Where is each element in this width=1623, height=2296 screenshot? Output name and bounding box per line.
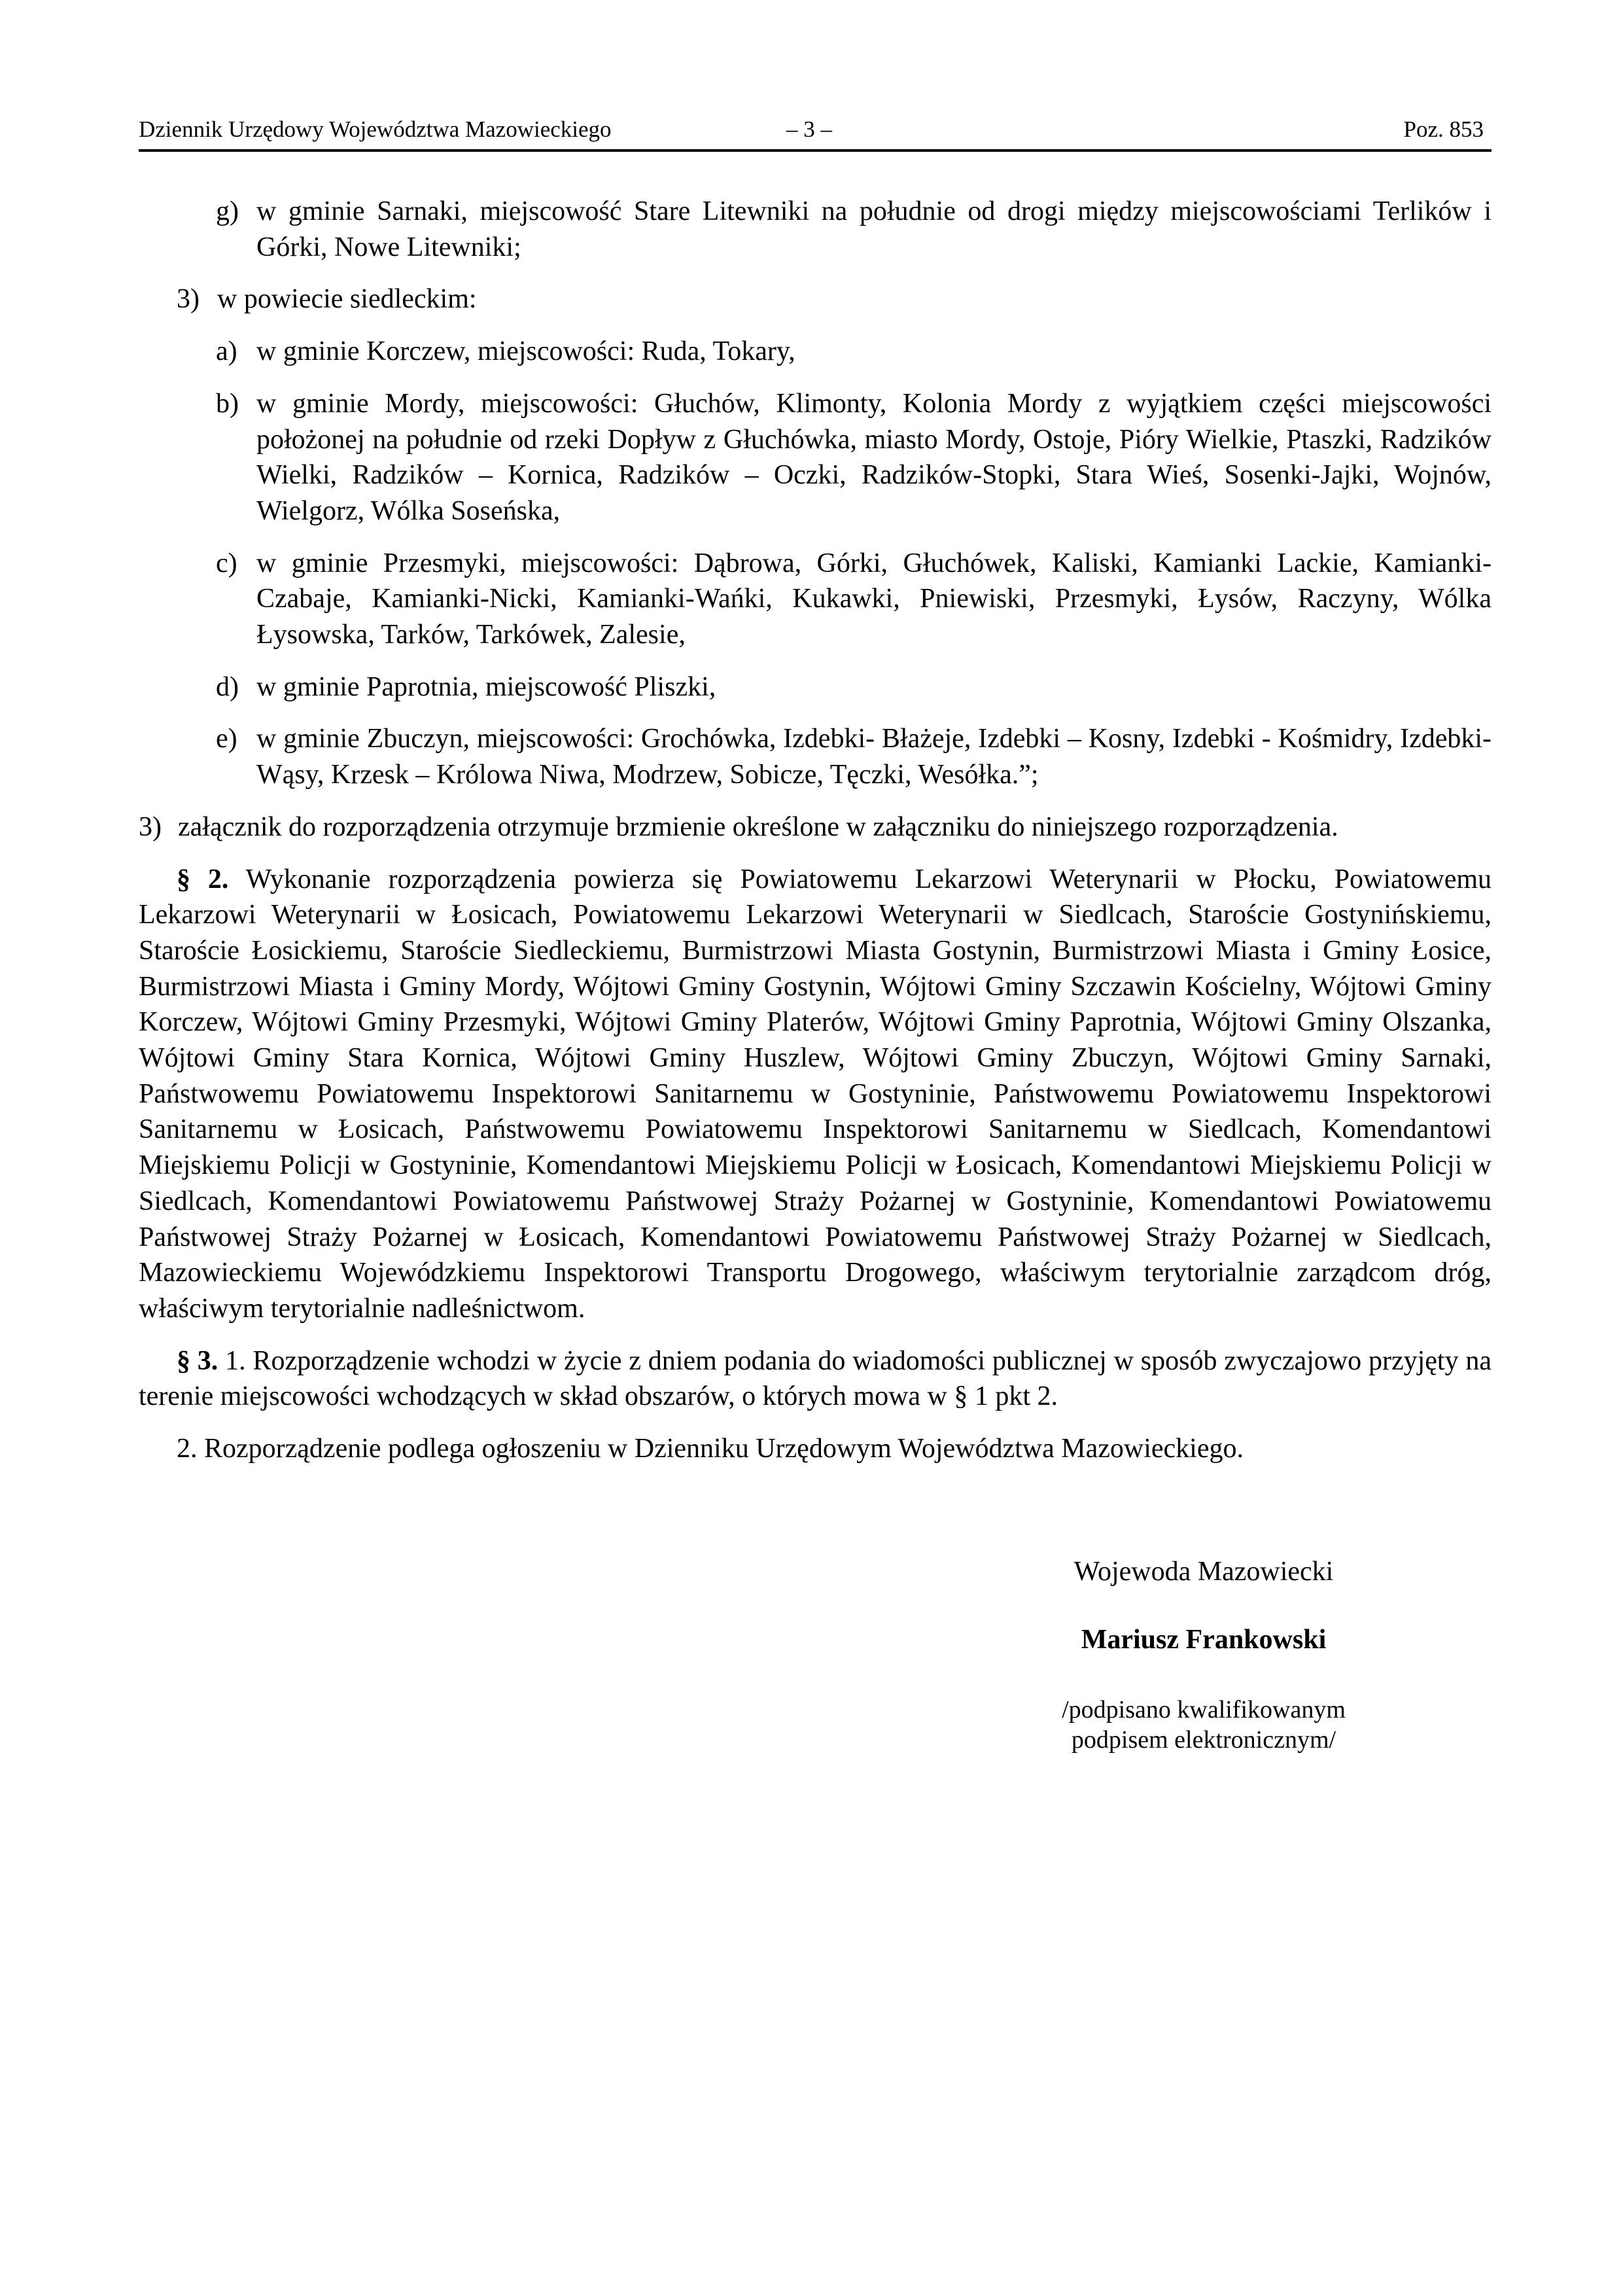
list-marker: e) [216,724,237,754]
list-item-c [139,546,1492,653]
section-marker: § 3. [177,1345,218,1376]
list-text: załącznik do rozporządzenia otrzymuje brzmienie określone w załączniku do niniejszego rozporządzenia. [178,811,1338,842]
list-text: w powiecie siedleckim: [217,284,477,315]
list-text: w gminie Paprotnia, miejscowość Pliszki, [256,671,716,702]
signature-note-line-2: podpisem elektronicznym/ [1071,1726,1336,1754]
section-text: Wykonanie rozporządzenia powierza się Powiatowemu Lekarzowi Weterynarii w Płocku, Powiatowemu Lekarzowi Weterynarii w Łosicach, Powiatowemu Lekarzowi Weterynarii w Siedlcach, Staroście Gostynińskiemu, Staroście Łosickiemu, Staroście Siedleckiemu, Burmistrzowi Miasta Gostynin, Burmistrzowi Miasta i Gminy Łosice, Burmistrzowi Miasta i Gminy Mordy, Wójtowi Gminy Gostynin, Wójtowi Gminy Szczawin Kościelny, Wójtowi Gminy Korczew, Wójtowi Gminy Przesmyki, Wójtowi Gminy Platerów, Wójtowi Gminy Paprotnia, Wójtowi Gminy Olszanka, Wójtowi Gminy Stara Kornica, Wójtowi Gminy Huszlew, Wójtowi Gminy Zbuczyn, Wójtowi Gminy Sarnaki, Państwowemu Powiatowemu Inspektorowi Sanitarnemu w Gostyninie, Państwowemu Powiatowemu Inspektorowi Sanitarnemu w Łosicach, Państwowemu Powiatowemu Inspektorowi Sanitarnemu w Siedlcach, Komendantowi Miejskiemu Policji w Gostyninie, Komendantowi Miejskiemu Policji w Łosicach, Komendantowi Miejskiemu Policji w Siedlcach, Komendantowi Powiatowemu Państwowej Straży Pożarnej w Gostyninie, Komendantowi Powiatowemu Państwowej Straży Pożarnej w Łosicach, Komendantowi Powiatowemu Państwowej Straży Pożarnej w Siedlcach, Mazowieckiemu Wojewódzkiemu Inspektorowi Transportu Drogowego, właściwym terytorialnie zarządcom dróg, właściwym terytorialnie nadleśnictwom. [139,864,1492,1324]
page-number: – 3 – [786,116,832,142]
signature-note-line-1: /podpisano kwalifikowanym [1062,1696,1346,1723]
section-2 [139,862,1492,1327]
list-text: w gminie Sarnaki, miejscowość Stare Litewniki na południe od drogi między miejscowościami Terlików i Górki, Nowe Litewniki; [256,196,1492,262]
list-item-e [139,721,1492,792]
list-text: w gminie Mordy, miejscowości: Głuchów, Klimonty, Kolonia Mordy z wyjątkiem części miejscowości położonej na południe od rzeki Dopływ z Głuchówka, miasto Mordy, Ostoje, Pióry Wielkie, Ptaszki, Radzików Wielki, Radzików – Kornica, Radzików – Oczki, Radzików-Stopki, Stara Wieś, Sosenki-Jajki, Wojnów, Wielgorz, Wólka Soseńska, [256,388,1492,526]
list-marker: c) [216,548,237,578]
document-body [139,194,1492,1483]
list-marker: b) [216,388,239,419]
list-item-b [139,386,1492,529]
list-item-3 [139,281,1492,317]
list-item-g [139,194,1492,265]
list-marker: g) [216,196,239,226]
list-item-a [139,334,1492,370]
list-marker: 3) [139,811,162,842]
list-marker: a) [216,336,237,367]
section-marker: § 2. [177,864,229,894]
position-number: Poz. 853 [1403,116,1484,142]
signatory-name: Mariusz Frankowski [1081,1625,1327,1655]
section-3 [139,1343,1492,1415]
section-3-point-2: 2. Rozporządzenie podlega ogłoszeniu w Dzienniku Urzędowym Województwa Mazowieckiego. [177,1434,1244,1464]
list-item-final [139,809,1492,845]
list-text: w gminie Zbuczyn, miejscowości: Grochówka, Izdebki- Błażeje, Izdebki – Kosny, Izdebki - Kośmidry, Izdebki-Wąsy, Krzesk – Królowa Niwa, Modrzew, Sobicze, Tęczki, Wesółka.”; [256,724,1492,790]
header-rule [139,149,1492,152]
journal-title: Dziennik Urzędowy Województwa Mazowieckiego [139,116,612,142]
section-text: 1. Rozporządzenie wchodzi w życie z dniem podania do wiadomości publicznej w sposób zwyczajowo przyjęty na terenie miejscowości wchodzących w skład obszarów, o których mowa w § 1 pkt 2. [139,1345,1492,1412]
signature-note [1021,1695,1387,1755]
list-text: w gminie Korczew, miejscowości: Ruda, Tokary, [256,336,795,367]
page-header [139,110,1489,149]
list-text: w gminie Przesmyki, miejscowości: Dąbrowa, Górki, Głuchówek, Kaliski, Kamianki Lackie, Kamianki-Czabaje, Kamianki-Nicki, Kamianki-Wańki, Kukawki, Pniewiski, Przesmyki, Łysów, Raczyny, Wólka Łysowska, Tarków, Tarkówek, Zalesie, [256,548,1492,650]
list-marker: d) [216,671,239,702]
list-marker: 3) [177,284,200,315]
signatory-title: Wojewoda Mazowiecki [1073,1557,1334,1587]
list-item-d [139,669,1492,705]
